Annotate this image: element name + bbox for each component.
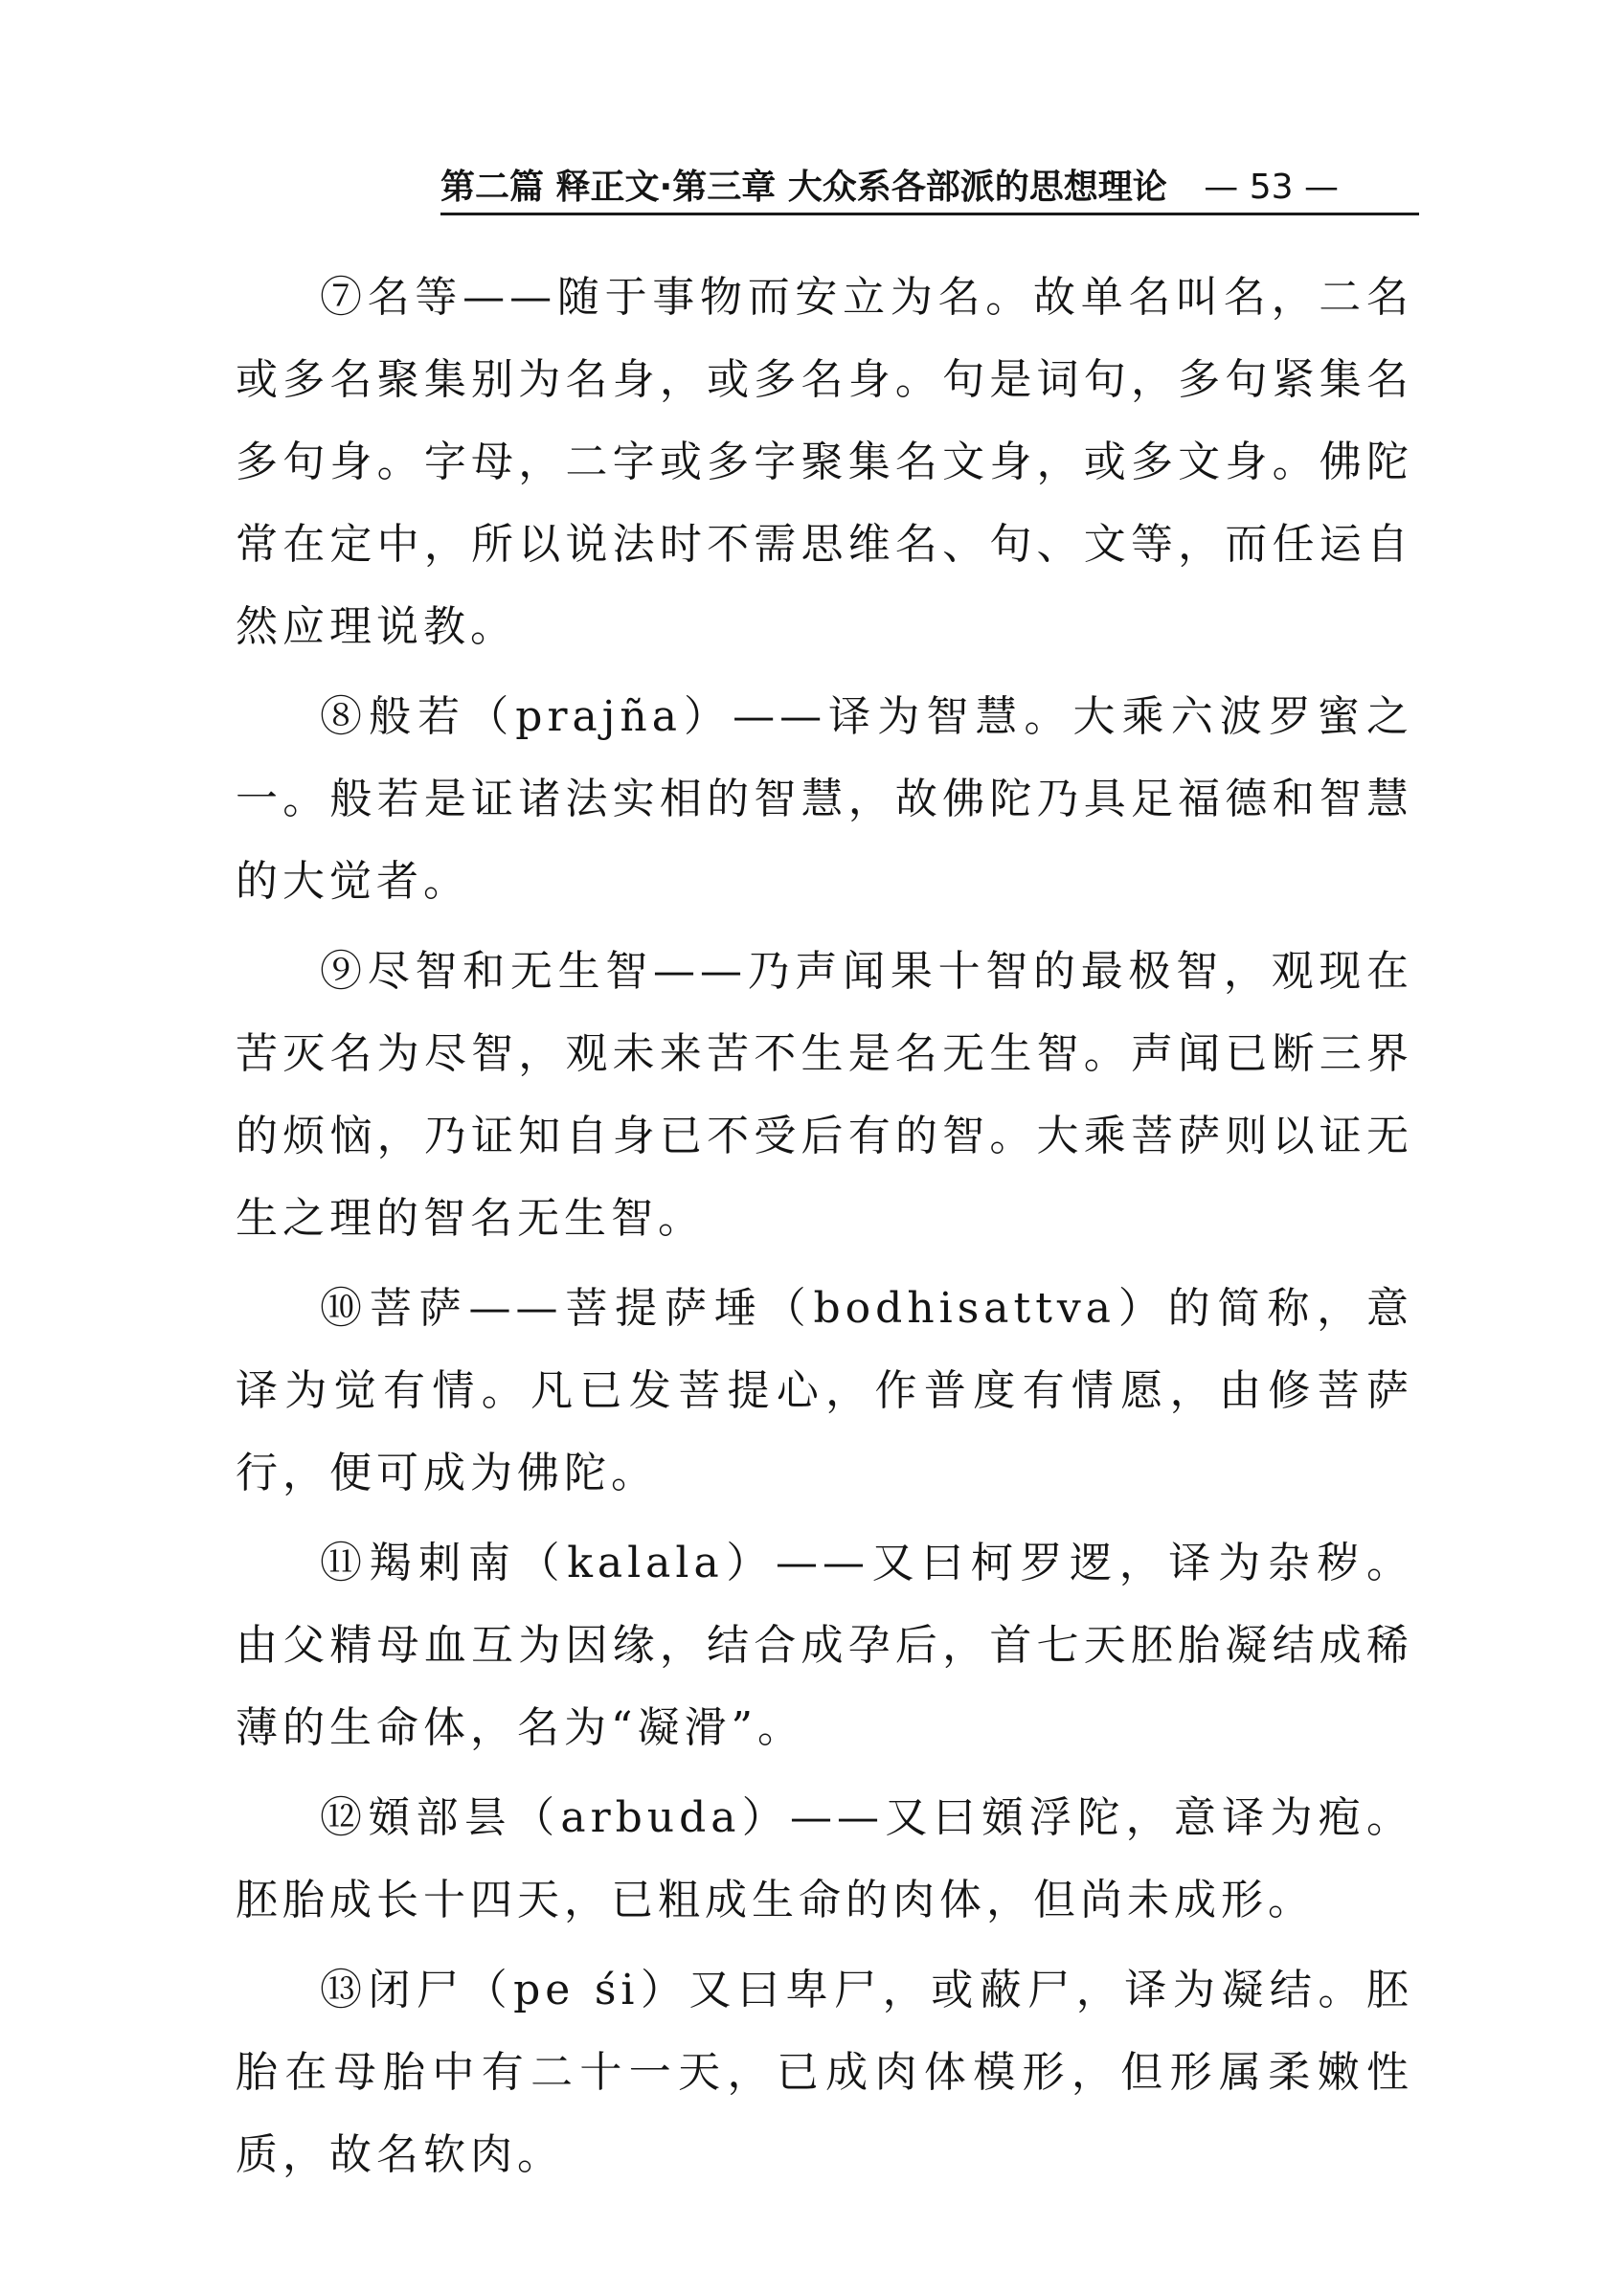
note-arbuda: ⑫頞部昙（arbuda）——又曰頞浮陀，意译为疱。胚胎成长十四天，已粗成生命的肉体，但尚未成形。 xyxy=(236,1793,1413,1924)
note-ming-deng: ⑦名等——随于事物而安立为名。故单名叫名，二名或多名聚集别为名身，或多名身。句是词句，多句紧集名多句身。字母，二字或多字聚集名文身，或多文身。佛陀常在定中，所以说法时不需思维名、句、文等，而任运自然应理说教。 xyxy=(236,273,1413,651)
chapter-title: 第二篇 释正文·第三章 大众系各部派的思想理论 xyxy=(440,168,1167,207)
note-prajna: ⑧般若（prajña）——译为智慧。大乘六波罗蜜之一。般若是证诸法实相的智慧，故佛陀乃具足福德和智慧的大觉者。 xyxy=(236,692,1413,906)
note-pesi: ⑬闭尸（pe śi）又曰卑尸，或蔽尸，译为凝结。胚胎在母胎中有二十一天，已成肉体模形，但形属柔嫩性质，故名软肉。 xyxy=(236,1966,1413,2179)
notes-body xyxy=(236,257,1413,2204)
note-kalala: ⑪羯剌南（kalala）——又曰柯罗逻，译为杂秽。由父精母血互为因缘，结合成孕后，首七天胚胎凝结成稀薄的生命体，名为“凝滑”。 xyxy=(236,1539,1413,1752)
note-jin-zhi-wu-sheng-zhi: ⑨尽智和无生智——乃声闻果十智的最极智，观现在苦灭名为尽智，观未来苦不生是名无生智。声闻已断三界的烦恼，乃证知自身已不受后有的智。大乘菩萨则以证无生之理的智名无生智。 xyxy=(236,947,1413,1243)
header-rule xyxy=(440,213,1419,215)
running-header xyxy=(440,159,1417,216)
note-pusa: ⑩菩萨——菩提萨埵（bodhisattva）的简称，意译为觉有情。凡已发菩提心，作普度有情愿，由修菩萨行，便可成为佛陀。 xyxy=(236,1284,1413,1497)
page-number: — 53 — xyxy=(1204,168,1339,207)
